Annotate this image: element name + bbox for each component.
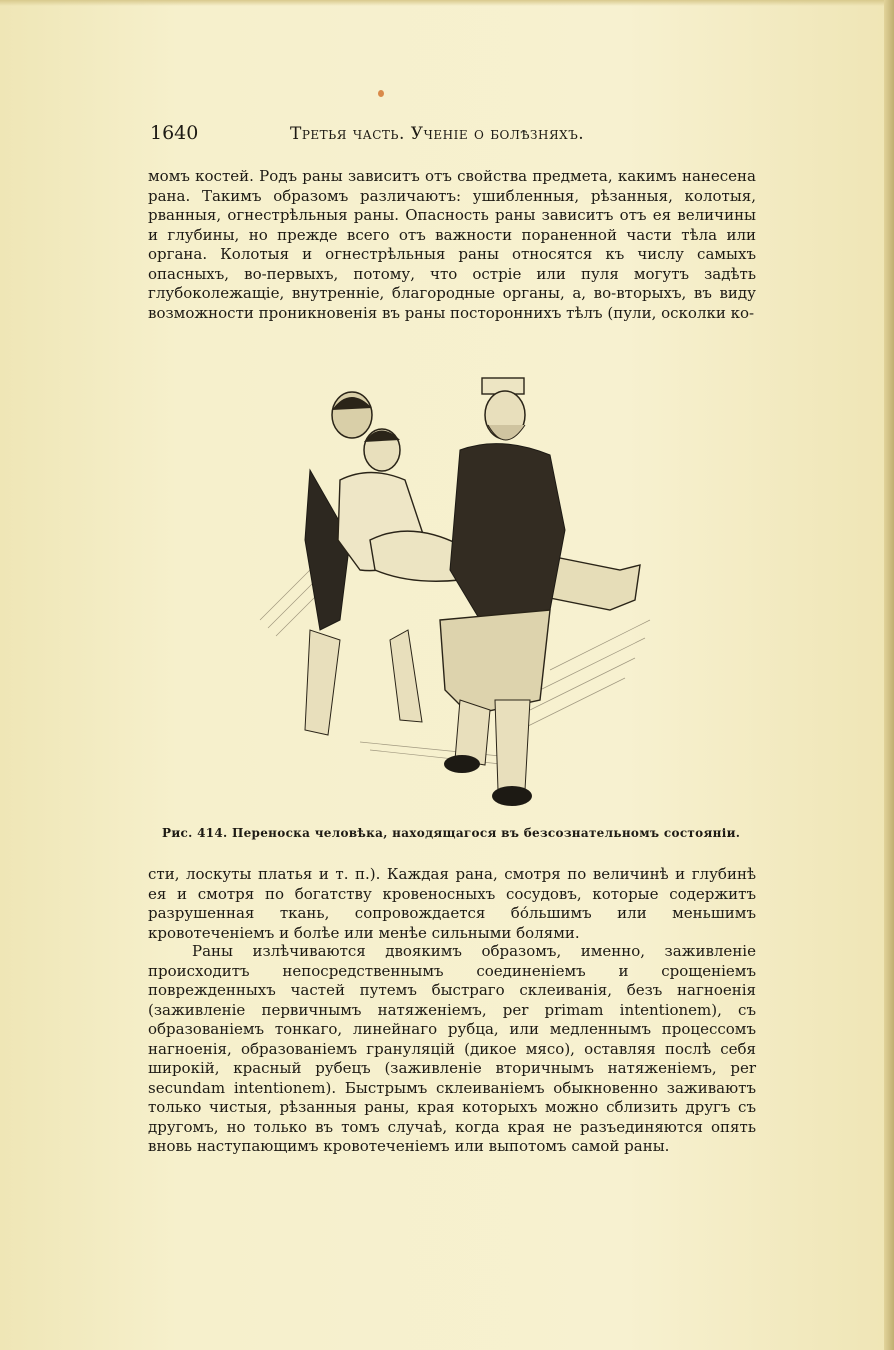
figure-caption: Рис. 414. Переноска человѣка, находящагося въ безсознательномъ состояніи. [162, 826, 741, 840]
paragraph-2: сти, лоскуты платья и т. п.). Каждая рана, смотря по величинѣ и глубинѣ ея и смотря по богатству кровеносныхъ сосудовъ, которые содержитъ разрушенная ткань, сопровождается бо́льшимъ или меньшимъ кровотеченіемъ и болѣе или менѣе сильными болями. [148, 865, 756, 942]
page-header [150, 122, 758, 150]
figure-front-man [440, 378, 565, 806]
paragraph-1: момъ костей. Родъ раны зависитъ отъ свойства предмета, какимъ нанесена рана. Такимъ образомъ различаютъ: ушибленныя, рѣзанныя, колотыя, рванныя, огнестрѣльныя раны. Опасность раны зависитъ отъ ея величины и глубины, но прежде всего отъ важности пораненной части тѣла или органа. Колотыя и огнестрѣльныя раны относятся къ числу самыхъ опасныхъ, во-первыхъ, потому, что остріе или пуля могутъ задѣть глубоколежащіе, внутренніе, благородные органы, а, во-вторыхъ, въ виду возможности проникновенія въ раны постороннихъ тѣлъ (пули, осколки ко- [148, 167, 756, 322]
running-title: Третья часть. Ученіе о болѣзняхъ. [290, 124, 585, 144]
paragraph-3: Раны излѣчиваются двоякимъ образомъ, именно, заживленіе происходитъ непосредственнымъ соединеніемъ и срощеніемъ поврежденныхъ частей путемъ быстраго склеиванія, безъ нагноенія (заживленіе первичнымъ натяженіемъ, per primam intentionem), съ образованіемъ тонкаго, линейнаго рубца, или медленнымъ процессомъ нагноенія, образованіемъ грануляцій (дикое мясо), оставляя послѣ себя широкій, красный рубецъ (заживленіе вторичнымъ натяженіемъ, per secundam intentionem). Быстрымъ склеиваніемъ обыкновенно заживаютъ только чистыя, рѣзанныя раны, края которыхъ можно сблизить другъ съ другомъ, но только въ томъ случаѣ, когда края не разъединяются опять вновь наступающимъ кровотеченіемъ или выпотомъ самой раны. [148, 942, 756, 1155]
page-top-shadow [0, 0, 894, 6]
page-edge [884, 0, 894, 1350]
ink-spot [378, 90, 384, 97]
illustration-figure [250, 370, 660, 815]
page-number: 1640 [150, 122, 199, 144]
